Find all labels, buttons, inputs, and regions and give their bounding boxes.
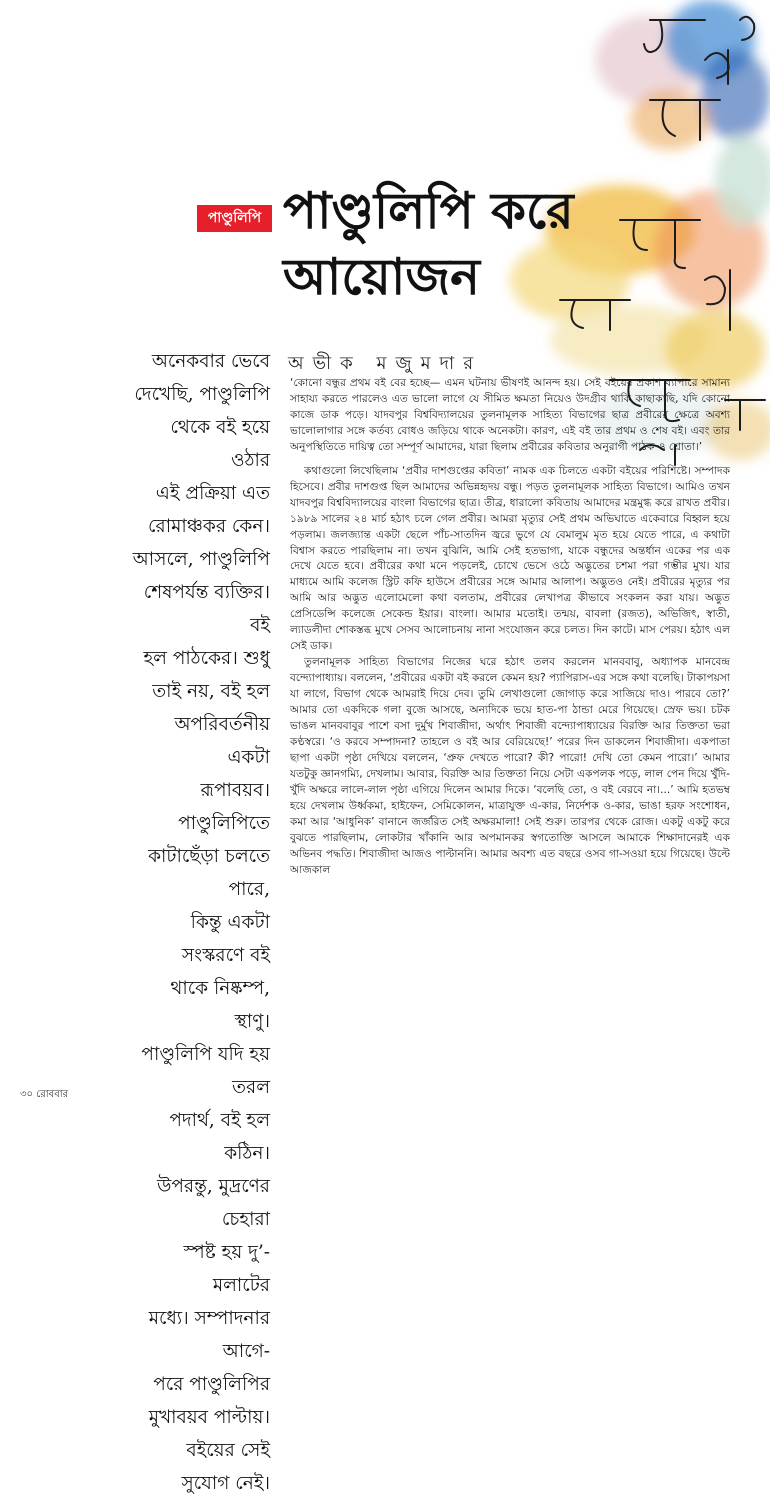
pull-quote-line: হল পাঠকের। শুধু (143, 648, 270, 669)
pull-quote-line: এই প্রক্রিয়া এত (155, 483, 270, 504)
pull-quote-line: বইয়ের সেই (186, 1440, 270, 1461)
pull-quote-line: থাকে নিষ্কম্প, স্থাণু। (170, 978, 270, 1032)
pull-quote-line: মুখাবয়ব পাল্টায়। (148, 1407, 270, 1428)
body-paragraph: কথাগুলো লিখেছিলাম ‘প্রবীর দাশগুপ্তের কবিতা’ নামক এক চিলতে একটা বইয়ের পরিশিষ্টে। সম্পাদক হিসেবে। প্রবীর দাশগুপ্ত ছিল আমাদের অভিন্নহৃদয় বন্ধু। পড়ত তুলনামূলক সাহিত্য বিভাগে। আমিও তখন যাদবপুর বিশ্ববিদ্যালয়ের বাংলা বিভাগের ছাত্র। তীব্র, ধারালো কবিতায় আমাদের মন্ত্রমুগ্ধ করে রাখত প্রবীর। ১৯৮৯ সালের ২৪ মার্চ হঠাৎ চলে গেল প্রবীর। আমরা মৃত্যুর সেই প্রথম অভিঘাতে একেবারে বিহ্বল হয়ে পড়লাম। জলজ্যান্ত একটা ছেলে পাঁচ-সাতদিন জ্বরে ভুগে যে বেমালুম মৃত হয়ে যেতে পারে, এ কথাটা বিশ্বাস করতে পারছিলাম না। তখন বুঝিনি, আমি সেই হতভাগ্য, যাকে বন্ধুদের অন্তর্ধান একের পর এক দেখে যেতে হবে। প্রবীরের কথা মনে পড়লেই, চোখে ভেসে ওঠে অদ্ভুতের চশমা পরা গম্ভীর মুখ। যার মাধ্যমে আমি কলেজ স্ট্রিট কফি হাউসে প্রবীরের সঙ্গে আমার আলাপ। অদ্ভুতও নেই। প্রবীরের মৃত্যুর পর আমি আর অদ্ভুত এলোমেলো কথা বলতাম, প্রবীরের লেখাপত্র কীভাবে সংকলন করা যায়। অদ্ভুত প্রেসিডেন্সি কলেজে সেকেন্ড ইয়ার। বাংলা। আমার মতোই। তন্ময়, বাবলা (রজত), অভিজিৎ, স্বাতী, ল্যাডলীদা শোকস্তব্ধ মুখে সেসব আলোচনায় নানা সংযোজন করে চলত। দিন কাটে। মাস পেরয়। হঠাৎ এল সেই ডাক। (290, 464, 730, 653)
pull-quote-line: তাই নয়, বই হল (152, 681, 270, 702)
pull-quote-line: অপরিবর্তনীয় একটা (174, 714, 270, 768)
body-paragraph: তুলনামূলক সাহিত্য বিভাগের নিজের ঘরে হঠাৎ তলব করলেন মানববাবু, অধ্যাপক মানবেন্দ্র বন্দ্যোপাধ্যায়। বললেন, ‘প্রবীরের একটা বই করলে কেমন হয়? প্যাপিরাস-এর সঙ্গে কথা বলেছি। টাকাপয়সা যা লাগে, বিভাগ থেকে আমরাই দিয়ে দেব। তুমি লেখাগুলো জোগাড় করে সাজিয়ে দাও। পারবে তো?’ আমার তো একদিকে গলা বুজে আসছে, অন্যদিকে ভয়ে হাত-পা ঠান্ডা মেরে গিয়েছে। স্রেফ ভয়। চটক ভাঙল মানববাবুর পাশে বসা দুর্মুখ শিবাজীদা, অর্থাৎ শিবাজী বন্দ্যোপাধ্যায়ের বিরক্তি আর তিক্ততা ভরা কণ্ঠস্বরে। ‘ও করবে সম্পাদনা? তাহলে ও বই আর বেরিয়েছে!’ পরের দিন ডাকলেন শিবাজীদা। একপাতা ছাপা একটা পৃষ্ঠা দেখিয়ে বললেন, ‘প্রুফ দেখতে পারো? কী? পারো! দেখি তো কেমন পারো।’ আমার যতটুকু জ্ঞানগম্যি, দেখলাম। আবার, বিরক্তি আর তিক্ততা নিয়ে সেটা একপলক পড়ে, লাল পেন দিয়ে খুঁদি-খুঁদি অক্ষরে লালে-লাল পৃষ্ঠা এগিয়ে দিলেন আমার দিকে। ‘বলেছি তো, ও বই বেরবে না।...’ আমি হতভম্ব হয়ে দেখলাম উর্ধ্বকমা, হাইফেন, সেমিকোলন, মাত্রাযুক্ত এ-কার, নির্দেশক ও-কার, ভাঙা হরফ সংশোধন, কমা আর ‘আধুনিক’ বানানে জর্জরিত সেই অক্ষরমালা! সেই শুরু। তারপর থেকে রোজ। একটু একটু করে বুঝতে পারছিলাম, লোকটার খাঁকানি আর অপমানকর স্বগতোক্তি আসলে আমাকে শিক্ষাদানেরই এক অভিনব পদ্ধতি। শিবাজীদা আজও পাল্টাননি। আমার অবশ্য এত বছরে ওসব গা-সওয়া হয়ে গিয়েছে। উল্টে আজকাল (290, 656, 730, 876)
title-line-2: আয়োজন (283, 247, 480, 306)
article-title (283, 178, 574, 310)
body-paragraph: ‘কোনো বন্ধুর প্রথম বই বের হচ্ছে— এমন ঘটনায় ভীষণই আনন্দ হয়। সেই বইয়ের প্রকাশ ব্যাপারে সামান্য সাহায্য করতে পারলেও এত ভালো লাগে যে সীমিত ক্ষমতা নিয়েও উদগ্রীব থাকি কাছাকাছি, যদি কোনো কাজে ডাক পড়ে। যাদবপুর বিশ্ববিদ্যালয়ের তুলনামূলক সাহিত্য বিভাগের ছাত্র প্রবীরের ক্ষেত্রে অবশ্য ভালোলাগার সঙ্গে কর্তব্য বোধও জড়িয়ে থাকে অনেকটা। কারণ, এই বই তার প্রথম ও শেষ বই। এবং তার অনুপস্থিতিতে দায়িত্ব তো সম্পূর্ণ আমাদের, যারা ছিলাম প্রবীরের কবিতার অনুরাগী পাঠক ও শ্রোতা।’ (290, 377, 730, 453)
pull-quote-line: পাণ্ডুলিপি যদি হয় তরল (141, 1044, 270, 1098)
page-folio: ৩০ রোববার (20, 1089, 69, 1100)
pull-quote (130, 345, 270, 1500)
pull-quote-line: সুযোগ নেই। (181, 1473, 270, 1494)
pull-quote-line: দেখেছি, পাণ্ডুলিপি (134, 384, 270, 405)
pull-quote-line: থেকে বই হয়ে ওঠার (170, 417, 270, 471)
pull-quote-line: রূপাবয়ব। পাণ্ডুলিপিতে (178, 780, 270, 834)
pull-quote-line: আসলে, পাণ্ডুলিপি (132, 549, 270, 570)
article-body (290, 376, 730, 879)
pull-quote-line: রোমাঞ্চকর কেন। (148, 516, 270, 537)
pull-quote-line: মধ্যে। সম্পাদনার আগে- (148, 1308, 270, 1362)
pull-quote-line: কিন্তু একটা সংস্করণে বই (181, 912, 270, 966)
pull-quote-line: পরে পাণ্ডুলিপির (153, 1374, 270, 1395)
section-tag: পাণ্ডুলিপি (197, 205, 272, 232)
pull-quote-line: শেষপর্যন্ত ব্যক্তির। বই (143, 582, 270, 636)
title-line-1: পাণ্ডুলিপি করে (283, 181, 574, 240)
pull-quote-line: স্পষ্ট হয় দু’-মলাটের (183, 1242, 270, 1296)
author-byline: অভীক মজুমদার (288, 353, 483, 374)
pull-quote-line: উপরন্তু, মুদ্রণের চেহারা (156, 1176, 270, 1230)
pull-quote-line: অনেকবার ভেবে (151, 351, 270, 372)
pull-quote-line: কাটাছেঁড়া চলতে পারে, (148, 846, 270, 900)
pull-quote-line: পদার্থ, বই হল কঠিন। (169, 1110, 270, 1164)
